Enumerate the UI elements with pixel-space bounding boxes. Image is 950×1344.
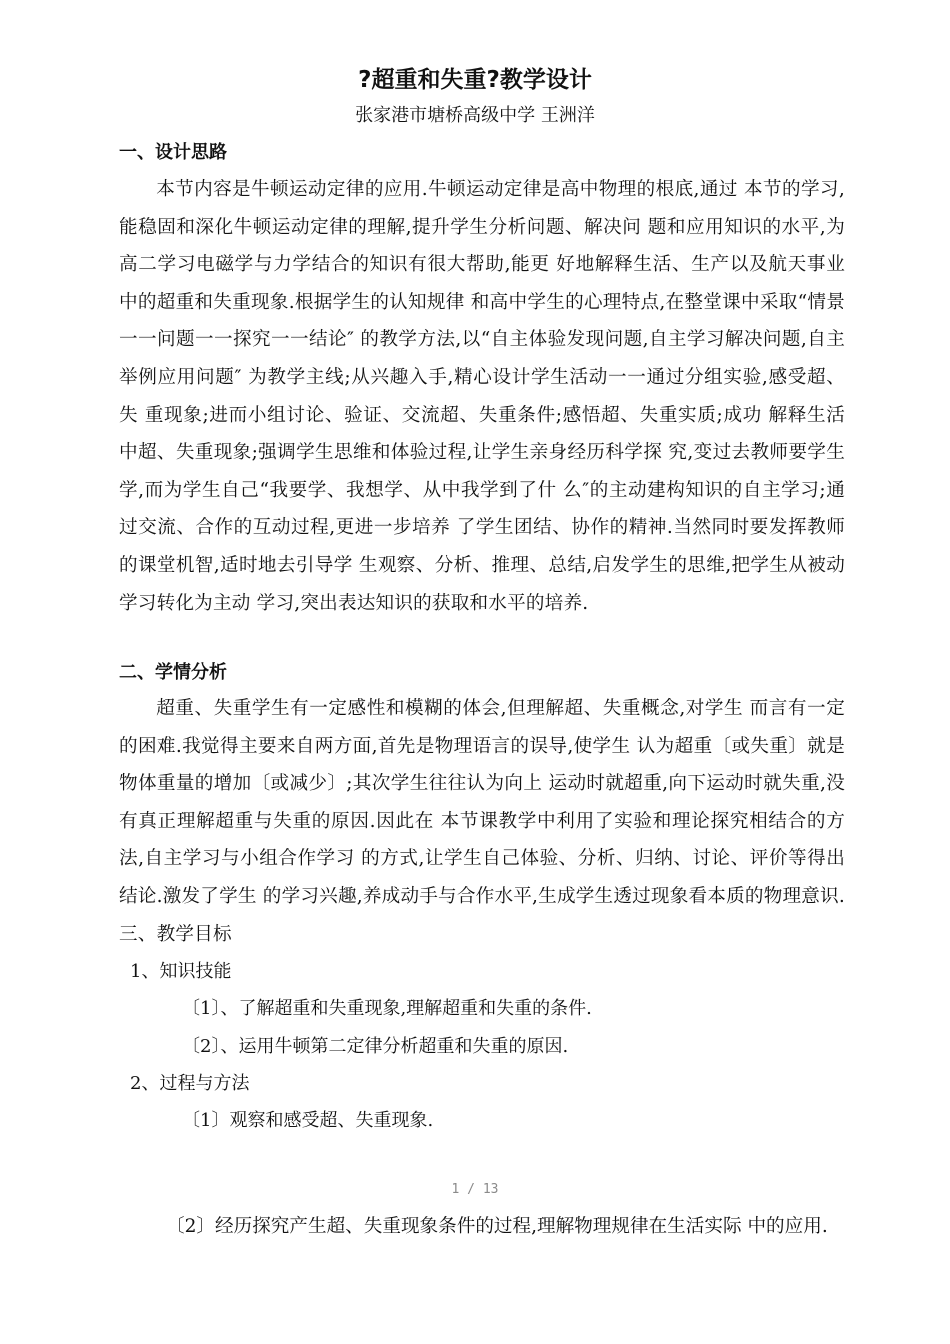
goal-knowledge-item-2: 〔2〕、运用牛顿第二定律分析超重和失重的原因. bbox=[182, 1036, 569, 1057]
section-heading-design: 一、设计思路 bbox=[119, 142, 227, 163]
document-title: ?超重和失重?教学设计 bbox=[358, 67, 592, 93]
section-heading-analysis: 二、学情分析 bbox=[119, 662, 227, 683]
goal-knowledge-label: 1、知识技能 bbox=[130, 961, 232, 982]
goal-process-item-2-text: 〔2〕经历探究产生超、失重现象条件的过程,理解物理规律在生活实际 中的应用. bbox=[166, 1216, 828, 1237]
goal-process-item-1: 〔1〕观察和感受超、失重现象. bbox=[182, 1110, 434, 1131]
page-number: 1 / 13 bbox=[451, 1182, 499, 1197]
goal-knowledge-item-1: 〔1〕、了解超重和失重现象,理解超重和失重的条件. bbox=[182, 998, 592, 1019]
document-author: 张家港市塘桥高级中学 王洲洋 bbox=[355, 105, 595, 126]
goal-process-item-2 bbox=[166, 1208, 846, 1246]
section-body-analysis: 超重、失重学生有一定感性和模糊的体会,但理解超、失重概念,对学生 而言有一定的困难.我觉得主要来自两方面,首先是物理语言的误导,使学生 认为超重〔或失重〕就是物体重量的增加〔或减少〕;其次学生往往认为向上 运动时就超重,向下运动时就失重,没有真正理解超重与失重的原因.因此在 本节课教学中利用了实验和理论探究相结合的方法,自主学习与小组合作学习 的方式,让学生自己体验、分析、归纳、讨论、评价等得出结论.激发了学生 的学习兴趣,养成动手与合作水平,生成学生透过现象看本质的物理意识. 三、教学目标 bbox=[119, 698, 845, 945]
section-body-design: 本节内容是牛顿运动定律的应用.牛顿运动定律是高中物理的根底,通过 本节的学习,能稳固和深化牛顿运动定律的理解,提升学生分析问题、解决问 题和应用知识的水平,为高二学习电磁学与力学结合的知识有很大帮助,能更 好地解释生活、生产以及航天事业中的超重和失重现象.根据学生的认知规律 和高中学生的心理特点,在整堂课中采取“情景一一问题一一探究一一结论″ 的教学方法,以“自主体验发现问题,自主学习解决问题,自主举例应用问题″ 为教学主线;从兴趣入手,精心设计学生活动一一通过分组实验,感受超、失 重现象;进而小组讨论、验证、交流超、失重条件;感悟超、失重实质;成功 解释生活中超、失重现象;强调学生思维和体验过程,让学生亲身经历科学探 究,变过去教师要学生学,而为学生自己“我要学、我想学、从中我学到了什 么″的主动建构知识的自主学习;通过交流、合作的互动过程,更进一步培养 了学生团结、协作的精神.当然同时要发挥教师的课堂机智,适时地去引导学 生观察、分析、推理、总结,启发学生的思维,把学生从被动学习转化为主动 学习,突出表达知识的获取和水平的培养. bbox=[119, 179, 845, 614]
goal-process-label: 2、过程与方法 bbox=[130, 1073, 250, 1094]
